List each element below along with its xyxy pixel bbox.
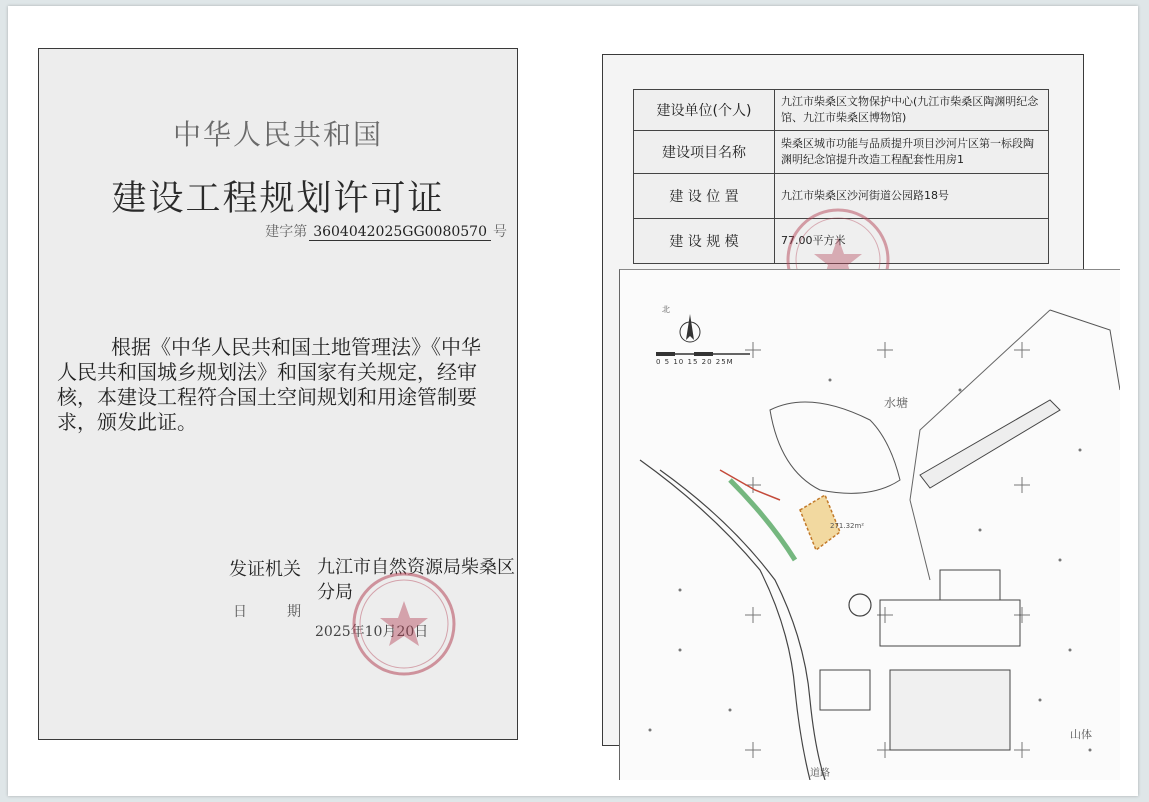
- road-label: 道路: [810, 768, 830, 779]
- row-label: 建设项目名称: [634, 131, 775, 174]
- certificate-title: 建设工程规划许可证: [111, 179, 445, 219]
- north-arrow-icon: [680, 314, 700, 342]
- site-plan-drawing: [620, 270, 1120, 780]
- row-value: 柴桑区城市功能与品质提升项目沙河片区第一标段陶渊明纪念馆提升改造工程配套性用房1: [775, 131, 1049, 174]
- table-row: [634, 131, 1049, 174]
- issuer-label: 发证机关: [229, 559, 301, 580]
- certificate-body-text: 根据《中华人民共和国土地管理法》《中华人民共和国城乡规划法》和国家有关规定，经审核，本建设工程符合国土空间规划和用途管制要求，颁发此证。: [57, 335, 481, 434]
- scale-label: 0 5 10 15 20 25M: [656, 358, 734, 366]
- certificate-number: 3604042025GG0080570: [309, 224, 491, 241]
- issuer-name: 九江市自然资源局柴桑区分局: [317, 557, 515, 603]
- document-page: [8, 6, 1138, 796]
- row-value: 九江市柴桑区沙河街道公园路18号: [775, 174, 1049, 219]
- row-value: 77.00平方米: [775, 219, 1049, 264]
- issue-date: 2025年10月20日: [315, 624, 429, 640]
- table-row: [634, 90, 1049, 131]
- date-label: 日期: [233, 604, 341, 620]
- number-suffix: 号: [493, 224, 507, 240]
- certificate-number-line: [265, 221, 507, 241]
- pond-label: 水塘: [884, 396, 909, 410]
- row-label: 建 设 规 模: [634, 219, 775, 264]
- planning-permit-certificate: [38, 48, 518, 740]
- hill-label: 山体: [1070, 728, 1092, 741]
- row-value: 九江市柴桑区文物保护中心(九江市柴桑区陶渊明纪念馆、九江市柴桑区博物馆): [775, 90, 1049, 131]
- scale-bar-icon: [656, 352, 750, 356]
- row-label: 建 设 位 置: [634, 174, 775, 219]
- official-seal-icon: [349, 569, 459, 679]
- north-label: 北: [662, 305, 670, 314]
- site-plan-map: [619, 269, 1120, 780]
- project-info-page: [602, 54, 1092, 779]
- country-name: 中华人民共和国: [172, 118, 383, 151]
- number-prefix: 建字第: [265, 224, 308, 240]
- row-label: 建设单位(个人): [634, 90, 775, 131]
- site-area-label: 271.32m²: [830, 522, 865, 530]
